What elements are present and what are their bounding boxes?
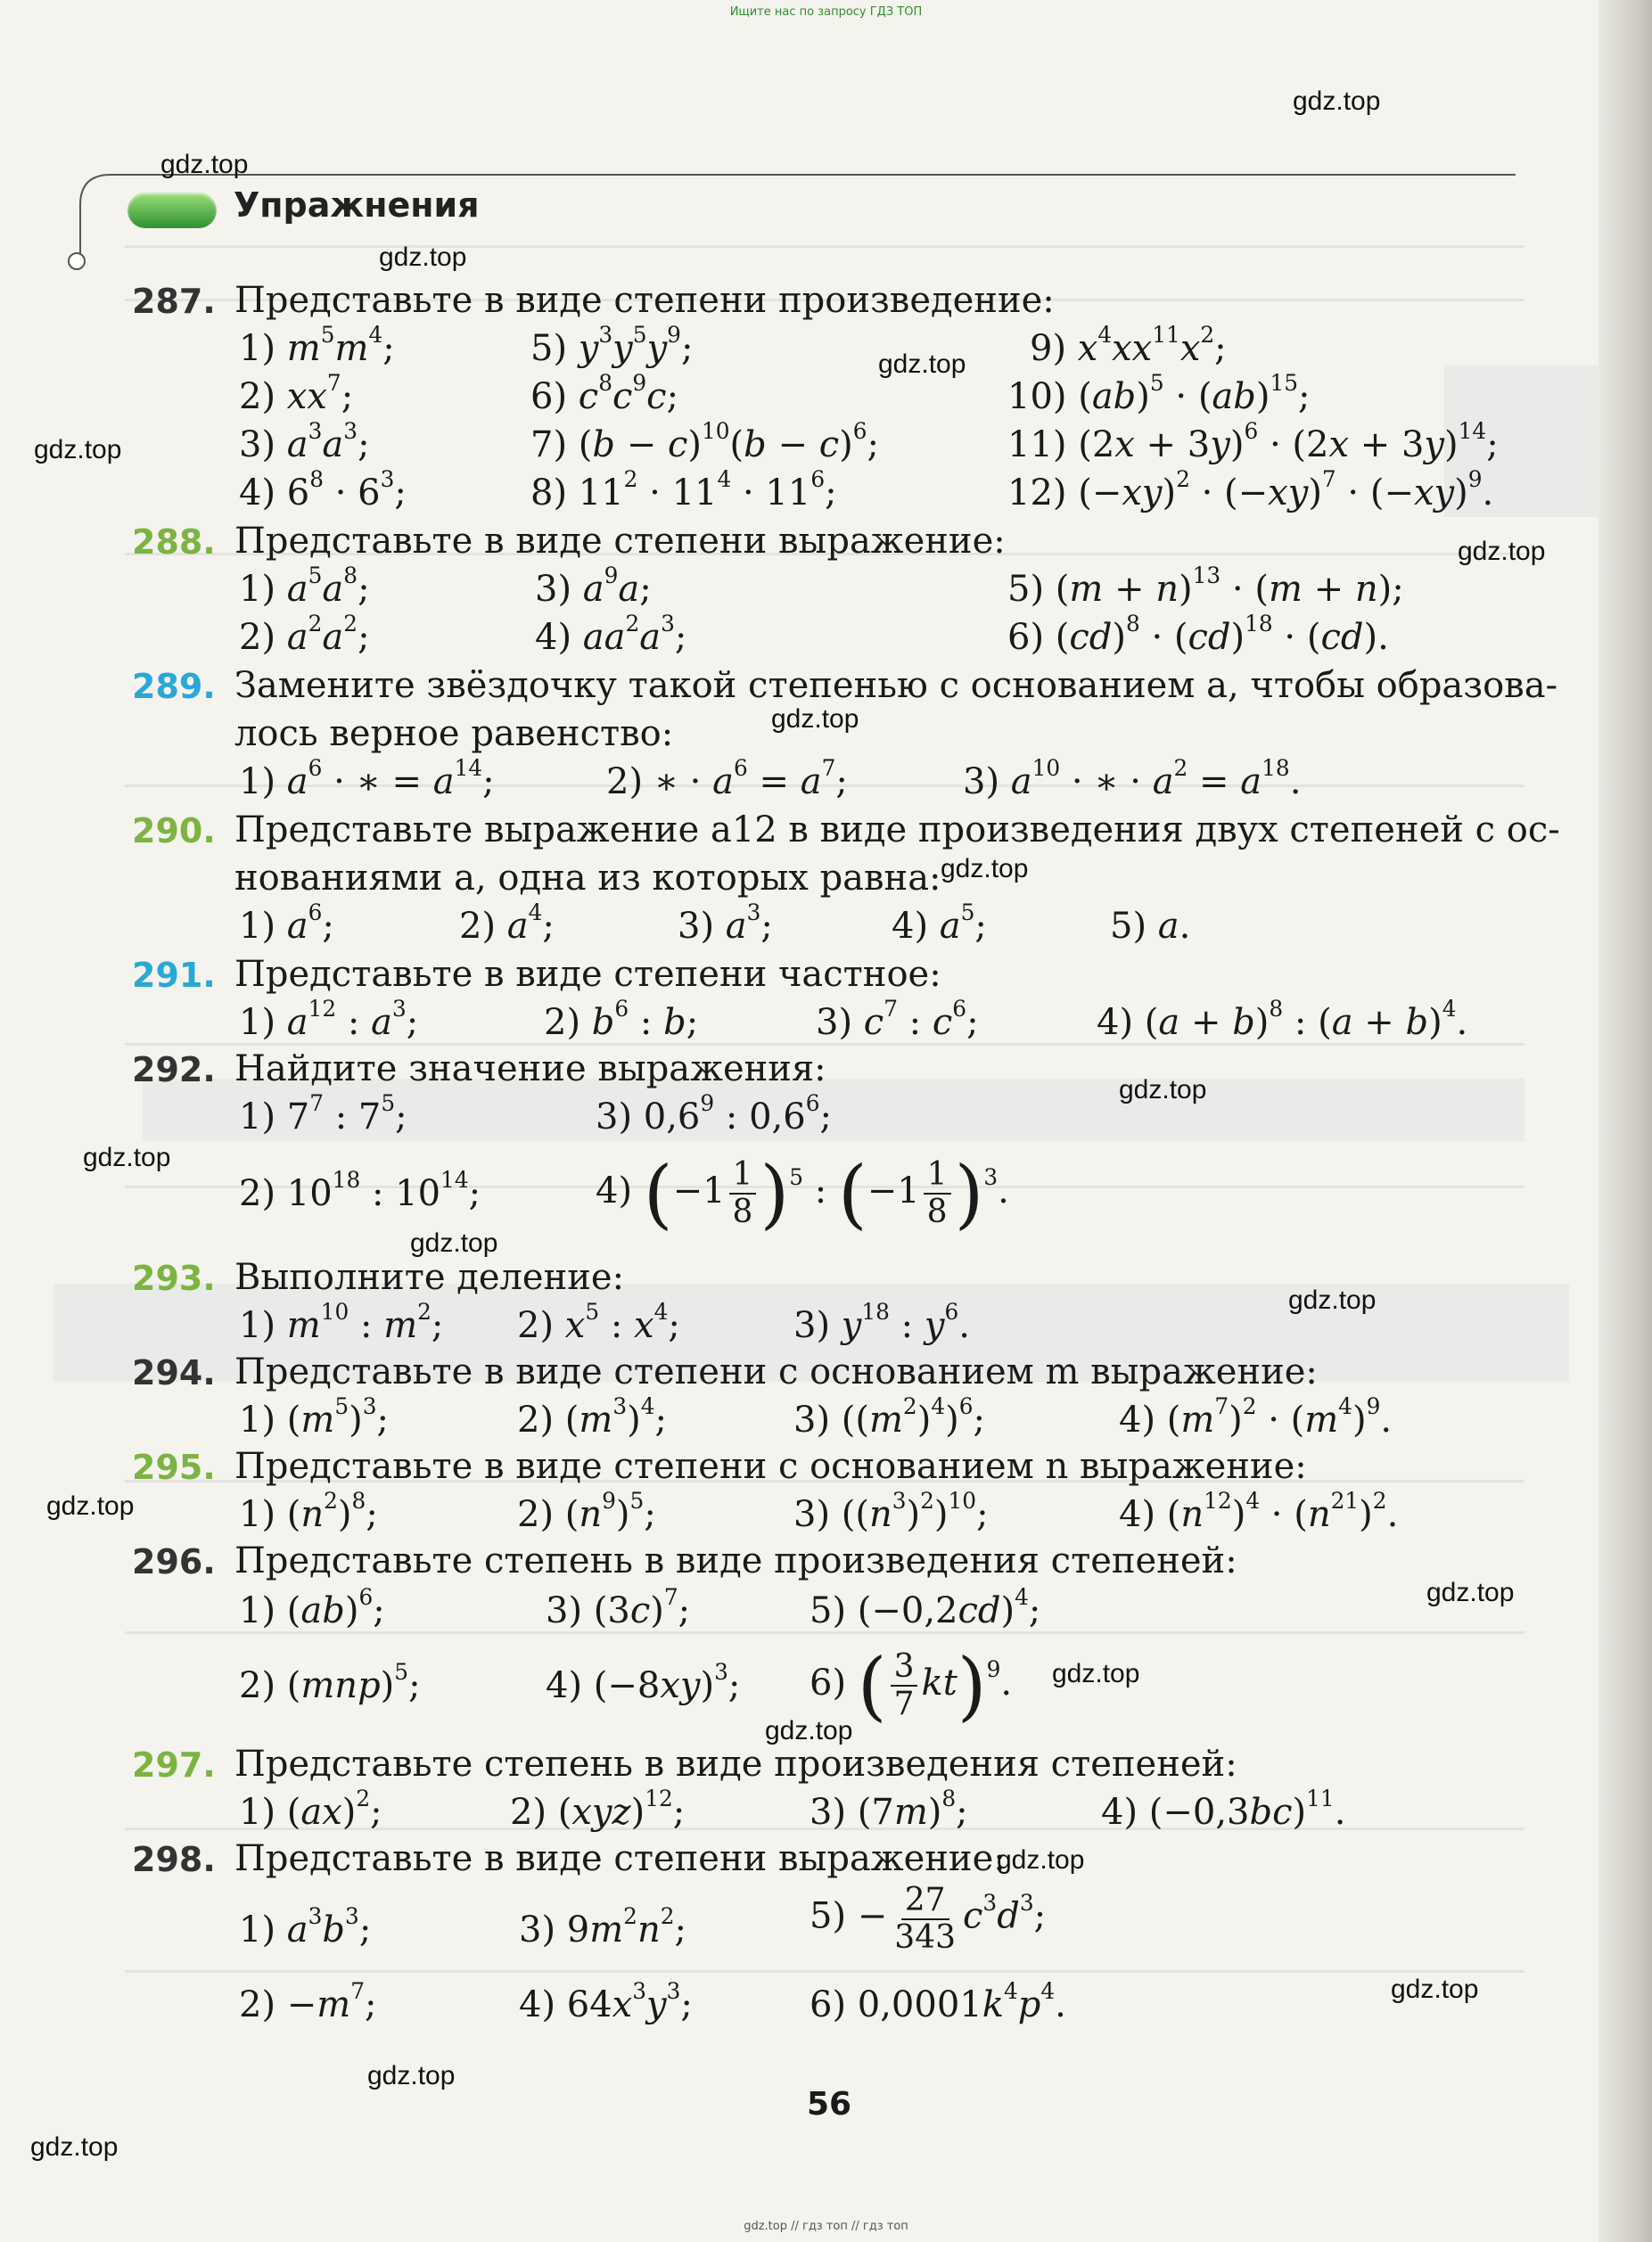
- exercise-item: 2) $x^5$ : $x^4$;: [517, 1299, 680, 1346]
- page-number: 56: [807, 2086, 852, 2123]
- exercise-number: 287.: [132, 282, 216, 321]
- exercise-item: 1) (ax)$^2$;: [239, 1786, 382, 1833]
- exercise-statement: Представьте в виде степени с основанием n выражение:: [234, 1446, 1307, 1487]
- exercise-item: 5) $(-0,2cd)^4$;: [810, 1584, 1041, 1631]
- watermark: gdz.top: [1426, 1578, 1515, 1607]
- exercise-number: 297.: [132, 1745, 216, 1785]
- exercise-item: 11) $(2x + 3y)^6 \cdot (2x + 3y)^{14}$;: [1007, 418, 1499, 465]
- exercise-item: 6) ( $\frac{3}{7}$ kt)$^9$.: [810, 1642, 1013, 1729]
- exercise-item: 1) $m^{10}$ : $m^2$;: [239, 1299, 444, 1346]
- watermark: gdz.top: [1293, 86, 1381, 116]
- exercise-statement-continued: лось верное равенство:: [234, 713, 674, 754]
- exercise-statement: Найдите значение выражения:: [234, 1048, 826, 1089]
- exercise-number: 290.: [132, 811, 216, 850]
- watermark: gdz.top: [367, 2061, 456, 2090]
- watermark: gdz.top: [30, 2132, 119, 2162]
- exercise-item: 2) $(m^3)^4$;: [517, 1393, 667, 1441]
- watermark: gdz.top: [878, 349, 966, 379]
- exercise-item: 5) $(m + n)^{13} \cdot (m + n)$;: [1007, 563, 1404, 610]
- exercise-item: 4) $aa^2a^3$;: [535, 611, 687, 658]
- exercise-statement: Замените звёздочку такой степенью с основанием a, чтобы образова-: [234, 665, 1558, 706]
- exercise-item: 12) $(-xy)^2 \cdot (-xy)^7 \cdot (-xy)^9$.: [1007, 466, 1494, 513]
- top-note: Ищите нас по запросу ГДЗ ТОП: [729, 5, 923, 19]
- exercise-item: 3) $(7m)^8$;: [810, 1786, 968, 1833]
- exercise-item: 3) $0,6^9$ : $0,6^6$;: [596, 1090, 832, 1137]
- exercise-number: 294.: [132, 1353, 216, 1392]
- watermark: gdz.top: [997, 1845, 1085, 1875]
- watermark: gdz.top: [410, 1228, 498, 1258]
- section-title: Упражнения: [234, 185, 480, 225]
- exercise-item: 3) $9m^2n^2$;: [519, 1903, 686, 1950]
- exercise-statement: Представьте выражение a12 в виде произведения двух степеней с ос-: [234, 809, 1560, 850]
- exercise-item: 5) − $\frac{27}{343}$ $c^3d^3$;: [810, 1882, 1047, 1956]
- watermark: gdz.top: [1391, 1975, 1479, 2004]
- watermark: gdz.top: [83, 1143, 171, 1172]
- exercise-item: 2) ∗ · $a^6 = a^7$;: [606, 755, 848, 802]
- watermark: gdz.top: [1458, 537, 1546, 566]
- exercise-number: 296.: [132, 1542, 216, 1581]
- exercise-item: 4) $(m^7)^2 \cdot (m^4)^9$.: [1119, 1393, 1393, 1441]
- exercise-item: 1) (ab)$^6$;: [239, 1584, 385, 1631]
- exercise-item: $2) -m^7$;: [239, 1978, 377, 2025]
- watermark: gdz.top: [1052, 1659, 1140, 1688]
- exercise-item: 5) $y^3y^5y^9$;: [530, 322, 694, 369]
- exercise-statement: Представьте в виде степени частное:: [234, 954, 941, 995]
- exercise-item: 4) $(-0,3bc)^{11}$.: [1101, 1786, 1346, 1833]
- exercise-item: 1) $a^{12}$ : $a^3$;: [239, 996, 419, 1043]
- exercise-item: 1) $a^3b^3$;: [239, 1903, 372, 1950]
- exercise-item: 1) $(m^5)^3$;: [239, 1393, 389, 1441]
- watermark: gdz.top: [34, 435, 122, 464]
- watermark: gdz.top: [379, 242, 467, 272]
- exercise-statement: Представьте степень в виде произведения степеней:: [234, 1540, 1237, 1581]
- exercise-statement: Представьте в виде степени выражение:: [234, 1838, 1006, 1879]
- exercise-number: 295.: [132, 1448, 216, 1487]
- exercise-item: 4) $a^5$;: [892, 899, 987, 947]
- exercise-item: 3) $(3c)^7$;: [546, 1584, 691, 1631]
- exercise-item: 2) $a^4$;: [459, 899, 555, 947]
- exercise-item: 4) $(n^{12})^4 \cdot (n^{21})^2$.: [1119, 1488, 1399, 1535]
- exercise-number: 292.: [132, 1050, 216, 1089]
- exercise-number: 291.: [132, 956, 216, 995]
- watermark: gdz.top: [160, 150, 249, 179]
- exercise-item: 1) $a^5a^8$;: [239, 563, 370, 610]
- exercise-item: 2) $xx^7$;: [239, 370, 354, 417]
- exercise-number: 293.: [132, 1259, 216, 1298]
- exercise-item: 4) $(a + b)^8$ : $(a + b)^4$.: [1097, 996, 1468, 1043]
- exercise-item: 4) $64x^3y^3$;: [519, 1978, 693, 2025]
- exercise-item: 1) $a^6$ · ∗ = $a^{14}$;: [239, 755, 495, 802]
- exercise-item: 3) $c^7$ : $c^6$;: [816, 996, 979, 1043]
- exercise-item: 2) $10^{18}$ : $10^{14}$;: [239, 1167, 481, 1214]
- exercise-number: 288.: [132, 522, 216, 562]
- exercise-statement: Представьте степень в виде произведения степеней:: [234, 1744, 1237, 1785]
- exercise-item: 2) (xyz)$^{12}$;: [510, 1786, 686, 1833]
- exercise-item: 3) $y^{18}$ : $y^6$.: [793, 1299, 970, 1346]
- exercise-item: 9) $x^4xx^{11}x^2$;: [1030, 322, 1227, 369]
- exercise-item: 4) (−1 $\frac{1}{8}$ )$^5$ : (−1 $\frac{1}{8}$ )$^3$.: [596, 1150, 1009, 1237]
- watermark: gdz.top: [771, 704, 859, 734]
- exercise-statement: Представьте в виде степени произведение:: [234, 280, 1055, 321]
- exercise-number: 289.: [132, 667, 216, 706]
- exercise-item: 1) $m^5m^4$;: [239, 322, 395, 369]
- exercise-item: 1) $(n^2)^8$;: [239, 1488, 378, 1535]
- exercise-statement-continued: нованиями a, одна из которых равна:: [234, 858, 941, 899]
- exercise-item: 3) $a^{10}$ · ∗ · $a^2 = a^{18}$.: [963, 755, 1302, 802]
- watermark: gdz.top: [1288, 1285, 1377, 1315]
- exercise-item: 6) $c^8c^9c$;: [530, 370, 679, 417]
- exercise-item: 1) $7^7$ : $7^5$;: [239, 1090, 407, 1137]
- exercise-statement: Выполните деление:: [234, 1257, 625, 1298]
- exercise-number: 298.: [132, 1840, 216, 1879]
- exercise-item: 3) $((m^2)^4)^6$;: [793, 1393, 985, 1441]
- watermark: gdz.top: [1119, 1075, 1207, 1105]
- exercise-item: 8) $11^2 \cdot 11^4 \cdot 11^6$;: [530, 466, 837, 513]
- exercise-item: 7) $(b - c)^{10}(b - c)^6$;: [530, 418, 879, 465]
- exercise-item: 4) $(-8xy)^3$;: [546, 1659, 741, 1706]
- exercise-item: 5) a.: [1110, 906, 1191, 947]
- exercise-item: 2) (mnp)$^5$;: [239, 1659, 421, 1706]
- watermark: gdz.top: [46, 1491, 135, 1521]
- watermark: gdz.top: [941, 854, 1029, 883]
- section-marker-icon: [127, 193, 217, 228]
- exercise-statement: Представьте в виде степени с основанием m выражение:: [234, 1351, 1318, 1392]
- exercise-item: 6) (cd)$^8$ · (cd)$^{18}$ · (cd).: [1007, 611, 1389, 658]
- watermark: gdz.top: [765, 1716, 853, 1745]
- exercise-item: 6) $0,0001k^4p^4$.: [810, 1978, 1066, 2025]
- page-edge: [1599, 0, 1652, 2242]
- exercise-item: 3) $a^3$;: [678, 899, 773, 947]
- exercise-item: 10) (ab)$^5$ · (ab)$^{15}$;: [1007, 370, 1311, 417]
- exercise-item: 3) $a^3a^3$;: [239, 418, 370, 465]
- exercise-item: 1) $a^6$;: [239, 899, 334, 947]
- exercise-item: 4) $6^8 \cdot 6^3$;: [239, 466, 407, 513]
- bottom-note: gdz.top // гдз топ // гдз топ: [744, 2220, 908, 2233]
- exercise-item: 2) $b^6$ : b;: [544, 996, 699, 1043]
- exercise-statement: Представьте в виде степени выражение:: [234, 521, 1006, 562]
- exercise-item: 3) $a^9a$;: [535, 563, 652, 610]
- exercise-item: 2) $a^2a^2$;: [239, 611, 370, 658]
- exercise-item: 2) $(n^9)^5$;: [517, 1488, 656, 1535]
- exercise-item: 3) $((n^3)^2)^{10}$;: [793, 1488, 989, 1535]
